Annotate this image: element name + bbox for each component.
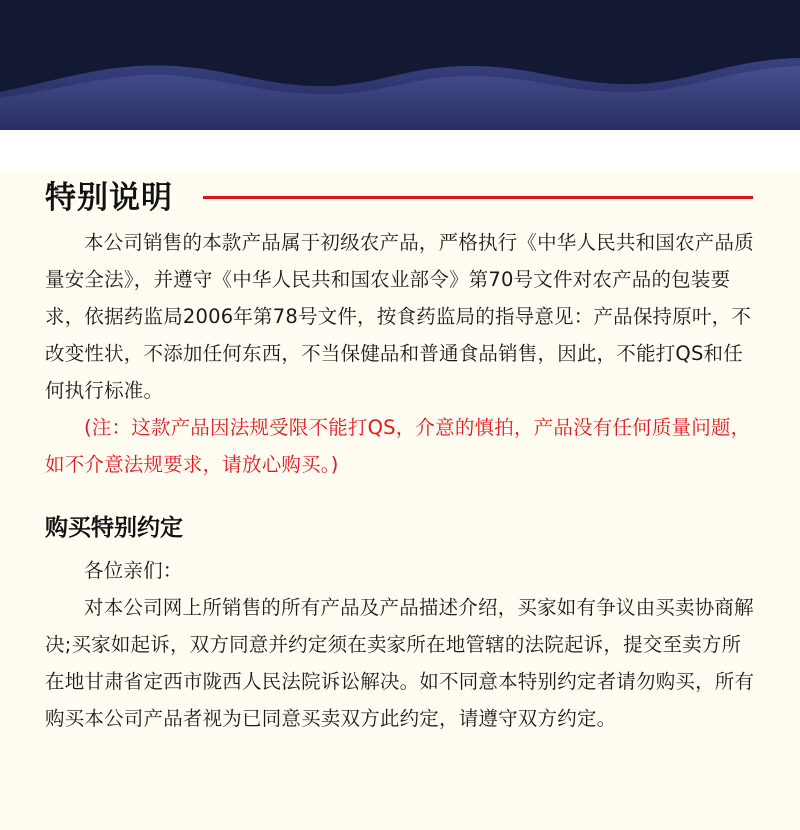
agreement-greeting: 各位亲们： — [84, 559, 183, 582]
banner-gap — [0, 130, 800, 170]
agreement-paragraph: 对本公司网上所销售的所有产品及产品描述介绍，买家如有争议由买卖协商解决;买家如起诉，双方同意并约定须在卖家所在地管辖的法院起诉，提交至卖方所在地甘肃省定西市陇西人民法院诉讼解决。如不同意本特别约定者请勿购买，所有购买本公司产品者视为已同意买卖双方此约定，请遵守双方约定。 — [45, 596, 755, 730]
statement-paragraph: 本公司销售的本款产品属于初级农产品，严格执行《中华人民共和国农产品质量安全法》，并遵守《中华人民共和国农业部令》第70号文件对农产品的包装要求，依据药监局2006年第78号文件，按食药监局的指导意见：产品保持原叶，不改变性状，不添加任何东西，不当保健品和普通食品销售，因此，不能打QS和任何执行标准。 — [45, 231, 754, 402]
wave-decoration — [0, 0, 800, 130]
section-title: 特别说明 — [45, 180, 173, 216]
header-banner — [0, 0, 800, 130]
agreement-title: 购买特别约定 — [45, 515, 183, 541]
note-paragraph: (注：这款产品因法规受限不能打QS，介意的慎拍，产品没有任何质量问题，如不介意法规要求，请放心购买。) — [45, 416, 751, 476]
title-divider — [203, 196, 753, 199]
